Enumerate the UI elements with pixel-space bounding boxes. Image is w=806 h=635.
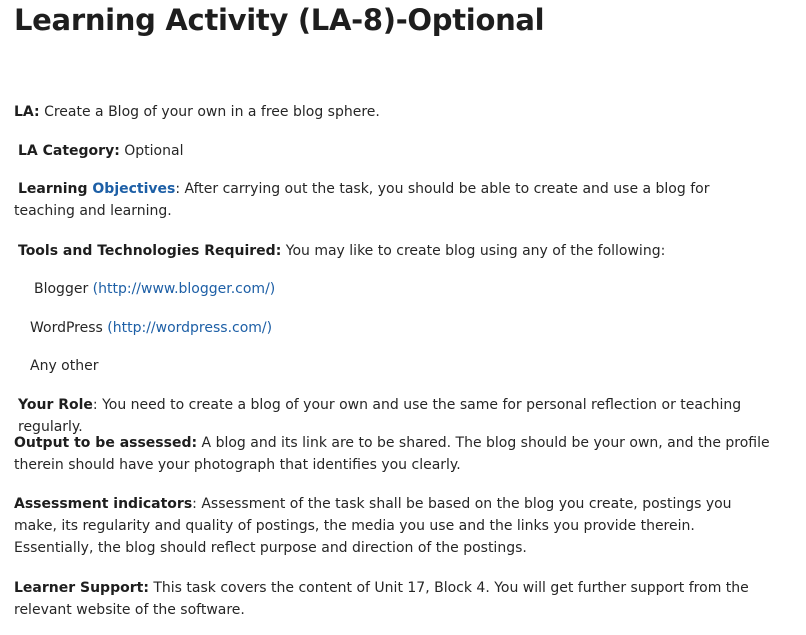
category-text: Optional bbox=[119, 143, 184, 159]
tool-name-blogger: Blogger bbox=[34, 281, 93, 297]
tool-name-wordpress: WordPress bbox=[30, 320, 108, 336]
assessment-paragraph bbox=[14, 493, 774, 559]
objectives-paragraph bbox=[14, 178, 774, 222]
tools-label: Tools and Technologies Required: bbox=[18, 243, 282, 259]
objectives-text: : After carrying out the task, you should be able to create and use a blog for teaching and learning. bbox=[14, 181, 710, 219]
page-title: Learning Activity (LA-8)-Optional bbox=[14, 3, 545, 37]
la-paragraph bbox=[14, 101, 774, 123]
category-paragraph bbox=[18, 140, 778, 162]
support-text: This task covers the content of Unit 17, Block 4. You will get further support from the relevant website of the software. bbox=[14, 580, 749, 618]
tool-item-blogger bbox=[34, 278, 794, 300]
output-text: A blog and its link are to be shared. The blog should be your own, and the profile therein should have your photograph that identifies you clearly. bbox=[14, 435, 770, 473]
assessment-text: : Assessment of the task shall be based on the blog you create, postings you make, its regularity and quality of postings, the media you use and the links you provide therein. Essentially, the blog should reflect purpose and direction of the postings. bbox=[14, 496, 732, 556]
output-paragraph bbox=[14, 432, 774, 476]
objectives-keyword-link[interactable]: Objectives bbox=[92, 181, 176, 197]
assessment-label: Assessment indicators bbox=[14, 496, 193, 512]
objectives-label: Learning bbox=[18, 181, 93, 197]
role-text: : You need to create a blog of your own and use the same for personal reflection or teaching regularly. bbox=[18, 397, 742, 435]
tool-item-other bbox=[30, 355, 790, 377]
tool-name-other: Any other bbox=[30, 358, 99, 374]
output-label: Output to be assessed: bbox=[14, 435, 198, 451]
role-label: Your Role bbox=[18, 397, 93, 413]
support-paragraph bbox=[14, 577, 774, 621]
la-label: LA: bbox=[14, 104, 40, 120]
la-text: Create a Blog of your own in a free blog sphere. bbox=[39, 104, 380, 120]
blogger-link[interactable]: (http://www.blogger.com/) bbox=[92, 281, 276, 297]
tools-paragraph bbox=[18, 240, 778, 262]
tool-item-wordpress bbox=[30, 317, 790, 339]
support-label: Learner Support: bbox=[14, 580, 149, 596]
category-label: LA Category: bbox=[18, 143, 120, 159]
wordpress-link[interactable]: (http://wordpress.com/) bbox=[107, 320, 273, 336]
tools-text: You may like to create blog using any of the following: bbox=[281, 243, 666, 259]
